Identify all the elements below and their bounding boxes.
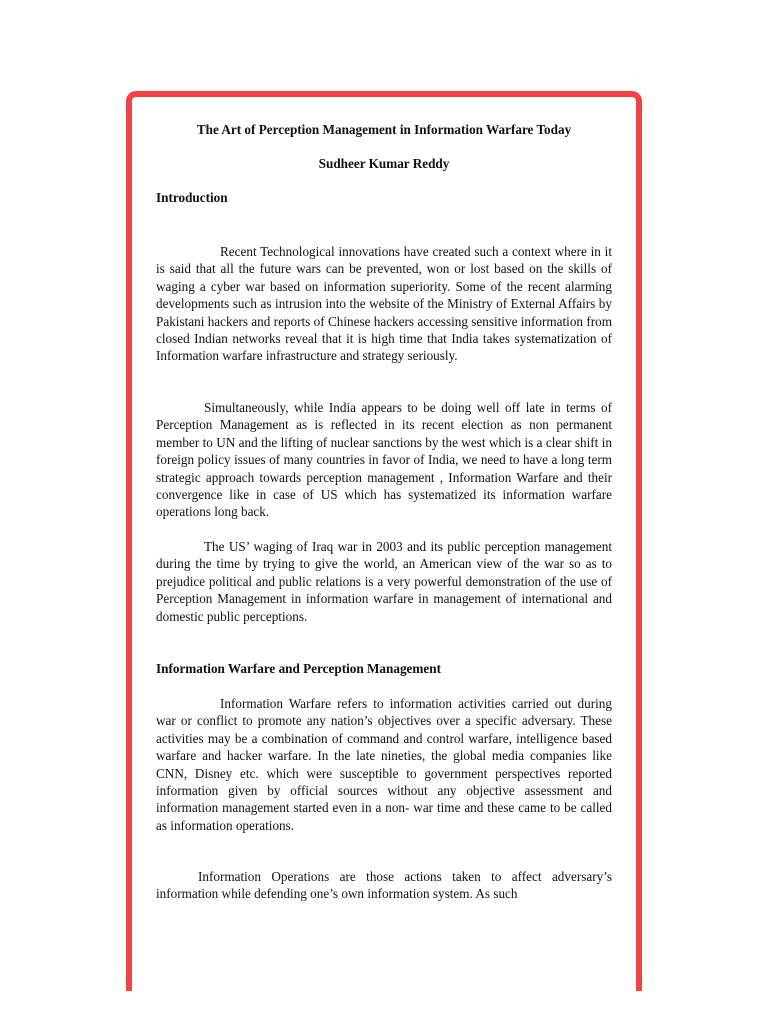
section-heading-introduction: Introduction bbox=[156, 190, 228, 205]
paragraph: Recent Technological innovations have created such a context where in it is said that all the future wars can be prevented, won or lost based on the skills of waging a cyber war based on information superiority. Some of the recent alarming developments such as intrusion into the website of the Ministry of External Affairs by Pakistani hackers and reports of Chinese hackers accessing sensitive information from closed Indian networks reveal that it is high time that India takes systematization of Information warfare infrastructure and strategy seriously. bbox=[156, 244, 612, 364]
document-author: Sudheer Kumar Reddy bbox=[318, 156, 450, 171]
section-heading-information-warfare: Information Warfare and Perception Management bbox=[156, 661, 441, 676]
paragraph: The US’ waging of Iraq war in 2003 and its public perception management during the time by trying to give the world, an American view of the war so as to prejudice political and public relations is a very powerful demonstration of the use of Perception Management in information warfare in management of international and domestic public perceptions. bbox=[156, 539, 612, 624]
paragraph: Information Operations are those actions taken to affect adversary’s information while defending one’s own information system. As such bbox=[156, 869, 612, 902]
paragraph: Simultaneously, while India appears to be doing well off late in terms of Perception Management as is reflected in its recent election as non permanent member to UN and the lifting of nuclear sanctions by the west which is a clear shift in foreign policy issues of many countries in favor of India, we need to have a long term strategic approach towards perception management , Information Warfare and their convergence like in case of US which has systematized its information warfare operations long back. bbox=[156, 400, 612, 520]
document-page bbox=[126, 91, 642, 991]
document-title: The Art of Perception Management in Information Warfare Today bbox=[196, 122, 572, 137]
paragraph: Information Warfare refers to information activities carried out during war or conflict to promote any nation’s objectives over a specific adversary. These activities may be a combination of command and control warfare, intelligence based warfare and hacker warfare. In the late nineties, the global media companies like CNN, Disney etc. which were susceptible to government perspectives reported information given by official sources without any objective assessment and information management started even in a non- war time and these came to be called as information operations. bbox=[156, 696, 612, 833]
